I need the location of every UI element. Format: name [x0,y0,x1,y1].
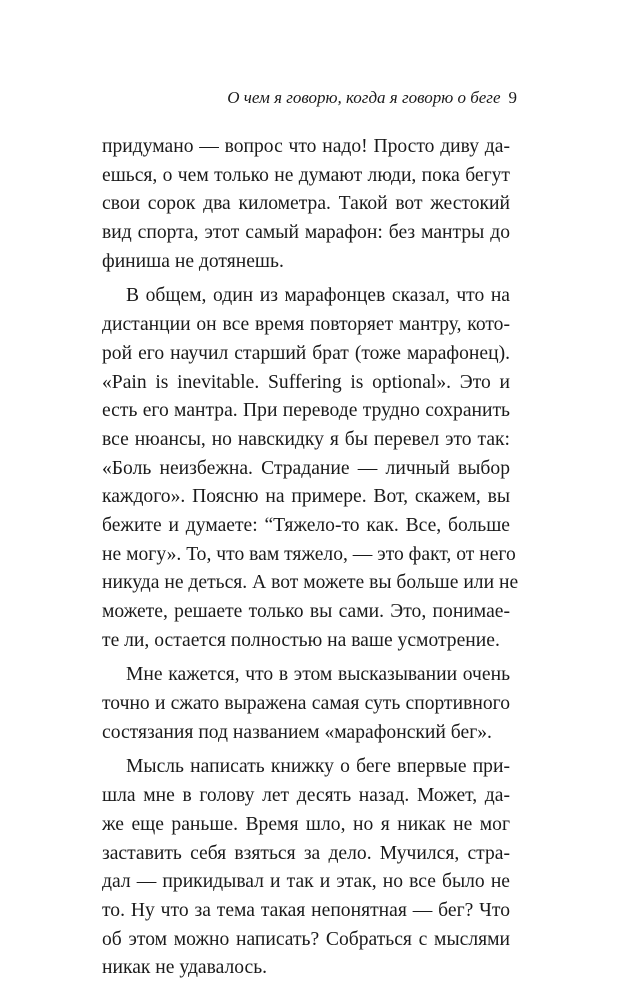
paragraph-2 [102,282,519,655]
text-line: каждого». Поясню на примере. Вот, скажем, вы [102,486,510,508]
paragraph-4 [102,753,510,983]
text-line: В общем, один из марафонцев сказал, что на [126,285,510,307]
text-line: состязания под названием «марафонский бег». [102,721,492,743]
text-line: финиша не дотянешь. [102,250,284,272]
body-text [102,133,519,983]
text-line: об этом можно написать? Собраться с мыслями [102,928,510,950]
paragraph-1 [102,133,510,276]
page-number: 9 [508,88,517,107]
text-line: Мысль написать книжку о беге впервые при- [126,756,510,778]
text-line: дистанции он все время повторяет мантру, кото- [102,314,510,336]
text-line: ешься, о чем только не думают люди, пока бегут [102,164,510,186]
text-line: те ли, остается полностью на ваше усмотрение. [102,629,500,651]
text-line: «Pain is inevitable. Suffering is optional». Это и [102,371,510,393]
text-line: рой его научил старший брат (тоже марафонец). [102,342,510,364]
text-line: вид спорта, этот самый марафон: без мантры до [102,222,510,244]
text-line: точно и сжато выражена самая суть спортивного [102,693,510,715]
text-line: Мне кажется, что в этом высказывании очень [126,664,510,686]
running-title: О чем я говорю, когда я говорю о беге [227,88,501,107]
text-line: есть его мантра. При переводе трудно сохранить [102,400,510,422]
text-line: можете, решаете только вы сами. Это, понимае- [102,601,510,622]
text-line: заставить себя взяться за дело. Мучился, стра- [102,842,510,864]
text-line: же еще раньше. Время шло, но я никак не мог [102,813,510,835]
text-line: никуда не деться. А вот можете вы больше или не [102,572,519,594]
text-line: шла мне в голову лет десять назад. Может, да- [102,785,510,807]
text-line: никак не удавалось. [102,957,268,979]
text-line: свои сорок два километра. Такой вот жестокий [102,193,510,215]
text-line: «Боль неизбежна. Страдание — личный выбор [102,457,510,479]
text-line: все нюансы, но навскидку я бы перевел это так: [102,428,510,450]
running-head [227,88,517,108]
text-line: бежите и думаете: “Тяжело-то как. Все, больше [102,514,510,536]
text-line: не могу». То, что вам тяжело, — это факт, от него [102,543,516,565]
text-line: то. Ну что за тема такая непонятная — бег? Что [102,899,510,921]
paragraph-3 [102,661,510,747]
text-line: дал — прикидывал и так и этак, но все было не [102,871,510,893]
text-line: придумано — вопрос что надо! Просто диву да- [102,136,510,157]
